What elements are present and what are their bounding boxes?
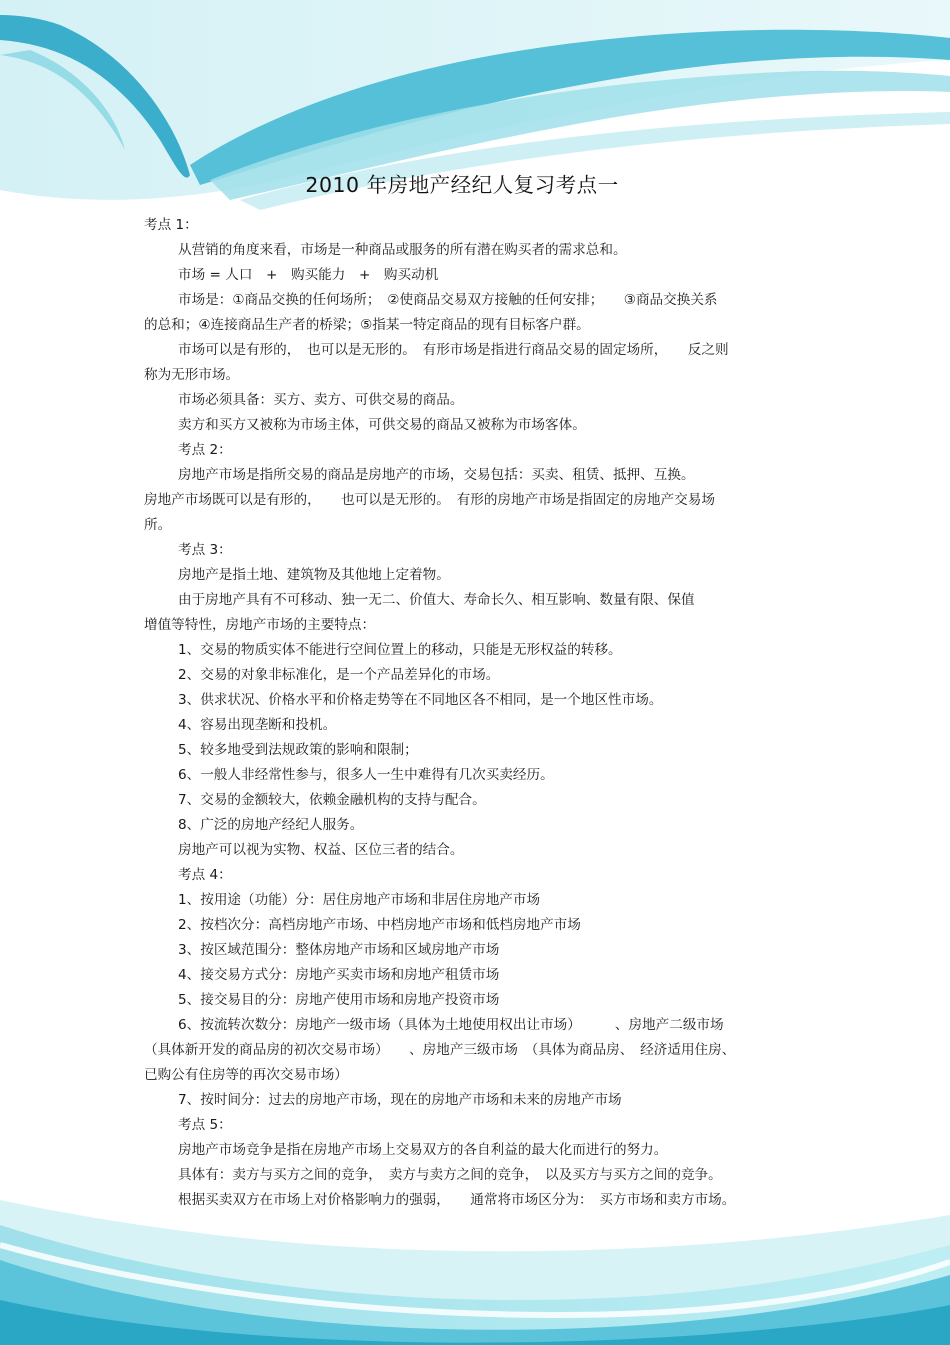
text-line: （具体新开发的商品房的初次交易市场） 、房地产三级市场 （具体为商品房、 经济适用住房、: [144, 1042, 736, 1058]
text-line: 的总和；④连接商品生产者的桥梁；⑤指某一特定商品的现有目标客户群。: [144, 317, 590, 333]
text-line: 已购公有住房等的再次交易市场）: [144, 1067, 348, 1083]
text-line: 5、接交易目的分：房地产使用市场和房地产投资市场: [178, 992, 500, 1008]
text-line: 2、按档次分：高档房地产市场、中档房地产市场和低档房地产市场: [178, 917, 581, 933]
text-line: 3、按区域范围分：整体房地产市场和区域房地产市场: [178, 942, 500, 958]
text-line: 8、广泛的房地产经纪人服务。: [178, 817, 364, 833]
text-line: 6、按流转次数分：房地产一级市场（具体为土地使用权出让市场） 、房地产二级市场: [178, 1017, 724, 1033]
text-line: 1、按用途（功能）分：居住房地产市场和非居住房地产市场: [178, 892, 541, 908]
text-line: 房地产可以视为实物、权益、区位三者的结合。: [178, 842, 464, 858]
text-line: 增值等特性，房地产市场的主要特点：: [144, 617, 376, 633]
text-line: 考点 4：: [178, 867, 232, 883]
text-line: 房地产市场既可以是有形的， 也可以是无形的。 有形的房地产市场是指固定的房地产交易场: [144, 492, 715, 508]
text-line: 市场必须具备：买方、卖方、可供交易的商品。: [178, 392, 464, 408]
document-body: [144, 213, 809, 1213]
text-line: 卖方和买方又被称为市场主体，可供交易的商品又被称为市场客体。: [178, 417, 586, 433]
text-line: 考点 2：: [178, 442, 232, 458]
text-line: 从营销的角度来看，市场是一种商品或服务的所有潜在购买者的需求总和。: [178, 242, 627, 258]
text-line: 6、一般人非经常性参与，很多人一生中难得有几次买卖经历。: [178, 767, 554, 783]
text-line: 考点 3：: [178, 542, 232, 558]
text-line: 市场 = 人口 + 购买能力 + 购买动机: [178, 267, 439, 283]
text-line: 所。: [144, 517, 172, 533]
document-title: 2010 年房地产经纪人复习考点一: [305, 173, 619, 197]
text-line: 房地产是指土地、建筑物及其他地上定着物。: [178, 567, 450, 583]
text-line: 根据买卖双方在市场上对价格影响力的强弱， 通常将市场区分为： 买方市场和卖方市场。: [178, 1192, 736, 1208]
text-line: 考点 5：: [178, 1117, 232, 1133]
text-line: 由于房地产具有不可移动、独一无二、价值大、寿命长久、相互影响、数量有限、保值: [178, 592, 695, 608]
text-line: 具体有：卖方与买方之间的竞争， 卖方与卖方之间的竞争， 以及买方与买方之间的竞争。: [178, 1167, 722, 1183]
text-line: 4、接交易方式分：房地产买卖市场和房地产租赁市场: [178, 967, 500, 983]
text-line: 称为无形市场。: [144, 367, 240, 383]
text-line: 房地产市场竞争是指在房地产市场上交易双方的各自利益的最大化而进行的努力。: [178, 1142, 668, 1158]
text-line: 7、按时间分：过去的房地产市场，现在的房地产市场和未来的房地产市场: [178, 1092, 622, 1108]
text-line: 7、交易的金额较大，依赖金融机构的支持与配合。: [178, 792, 486, 808]
text-line: 2、交易的对象非标准化，是一个产品差异化的市场。: [178, 667, 500, 683]
text-line: 房地产市场是指所交易的商品是房地产的市场，交易包括：买卖、租赁、抵押、互换。: [178, 467, 695, 483]
text-line: 1、交易的物质实体不能进行空间位置上的移动，只能是无形权益的转移。: [178, 642, 622, 658]
text-line: 市场可以是有形的， 也可以是无形的。 有形市场是指进行商品交易的固定场所， 反之则: [178, 342, 729, 358]
text-line: 4、容易出现垄断和投机。: [178, 717, 337, 733]
text-line: 5、较多地受到法规政策的影响和限制；: [178, 742, 418, 758]
text-line: 考点 1：: [144, 217, 198, 233]
text-line: 3、供求状况、价格水平和价格走势等在不同地区各不相同，是一个地区性市场。: [178, 692, 663, 708]
text-line: 市场是：①商品交换的任何场所； ②使商品交易双方接触的任何安排； ③商品交换关系: [178, 292, 718, 308]
